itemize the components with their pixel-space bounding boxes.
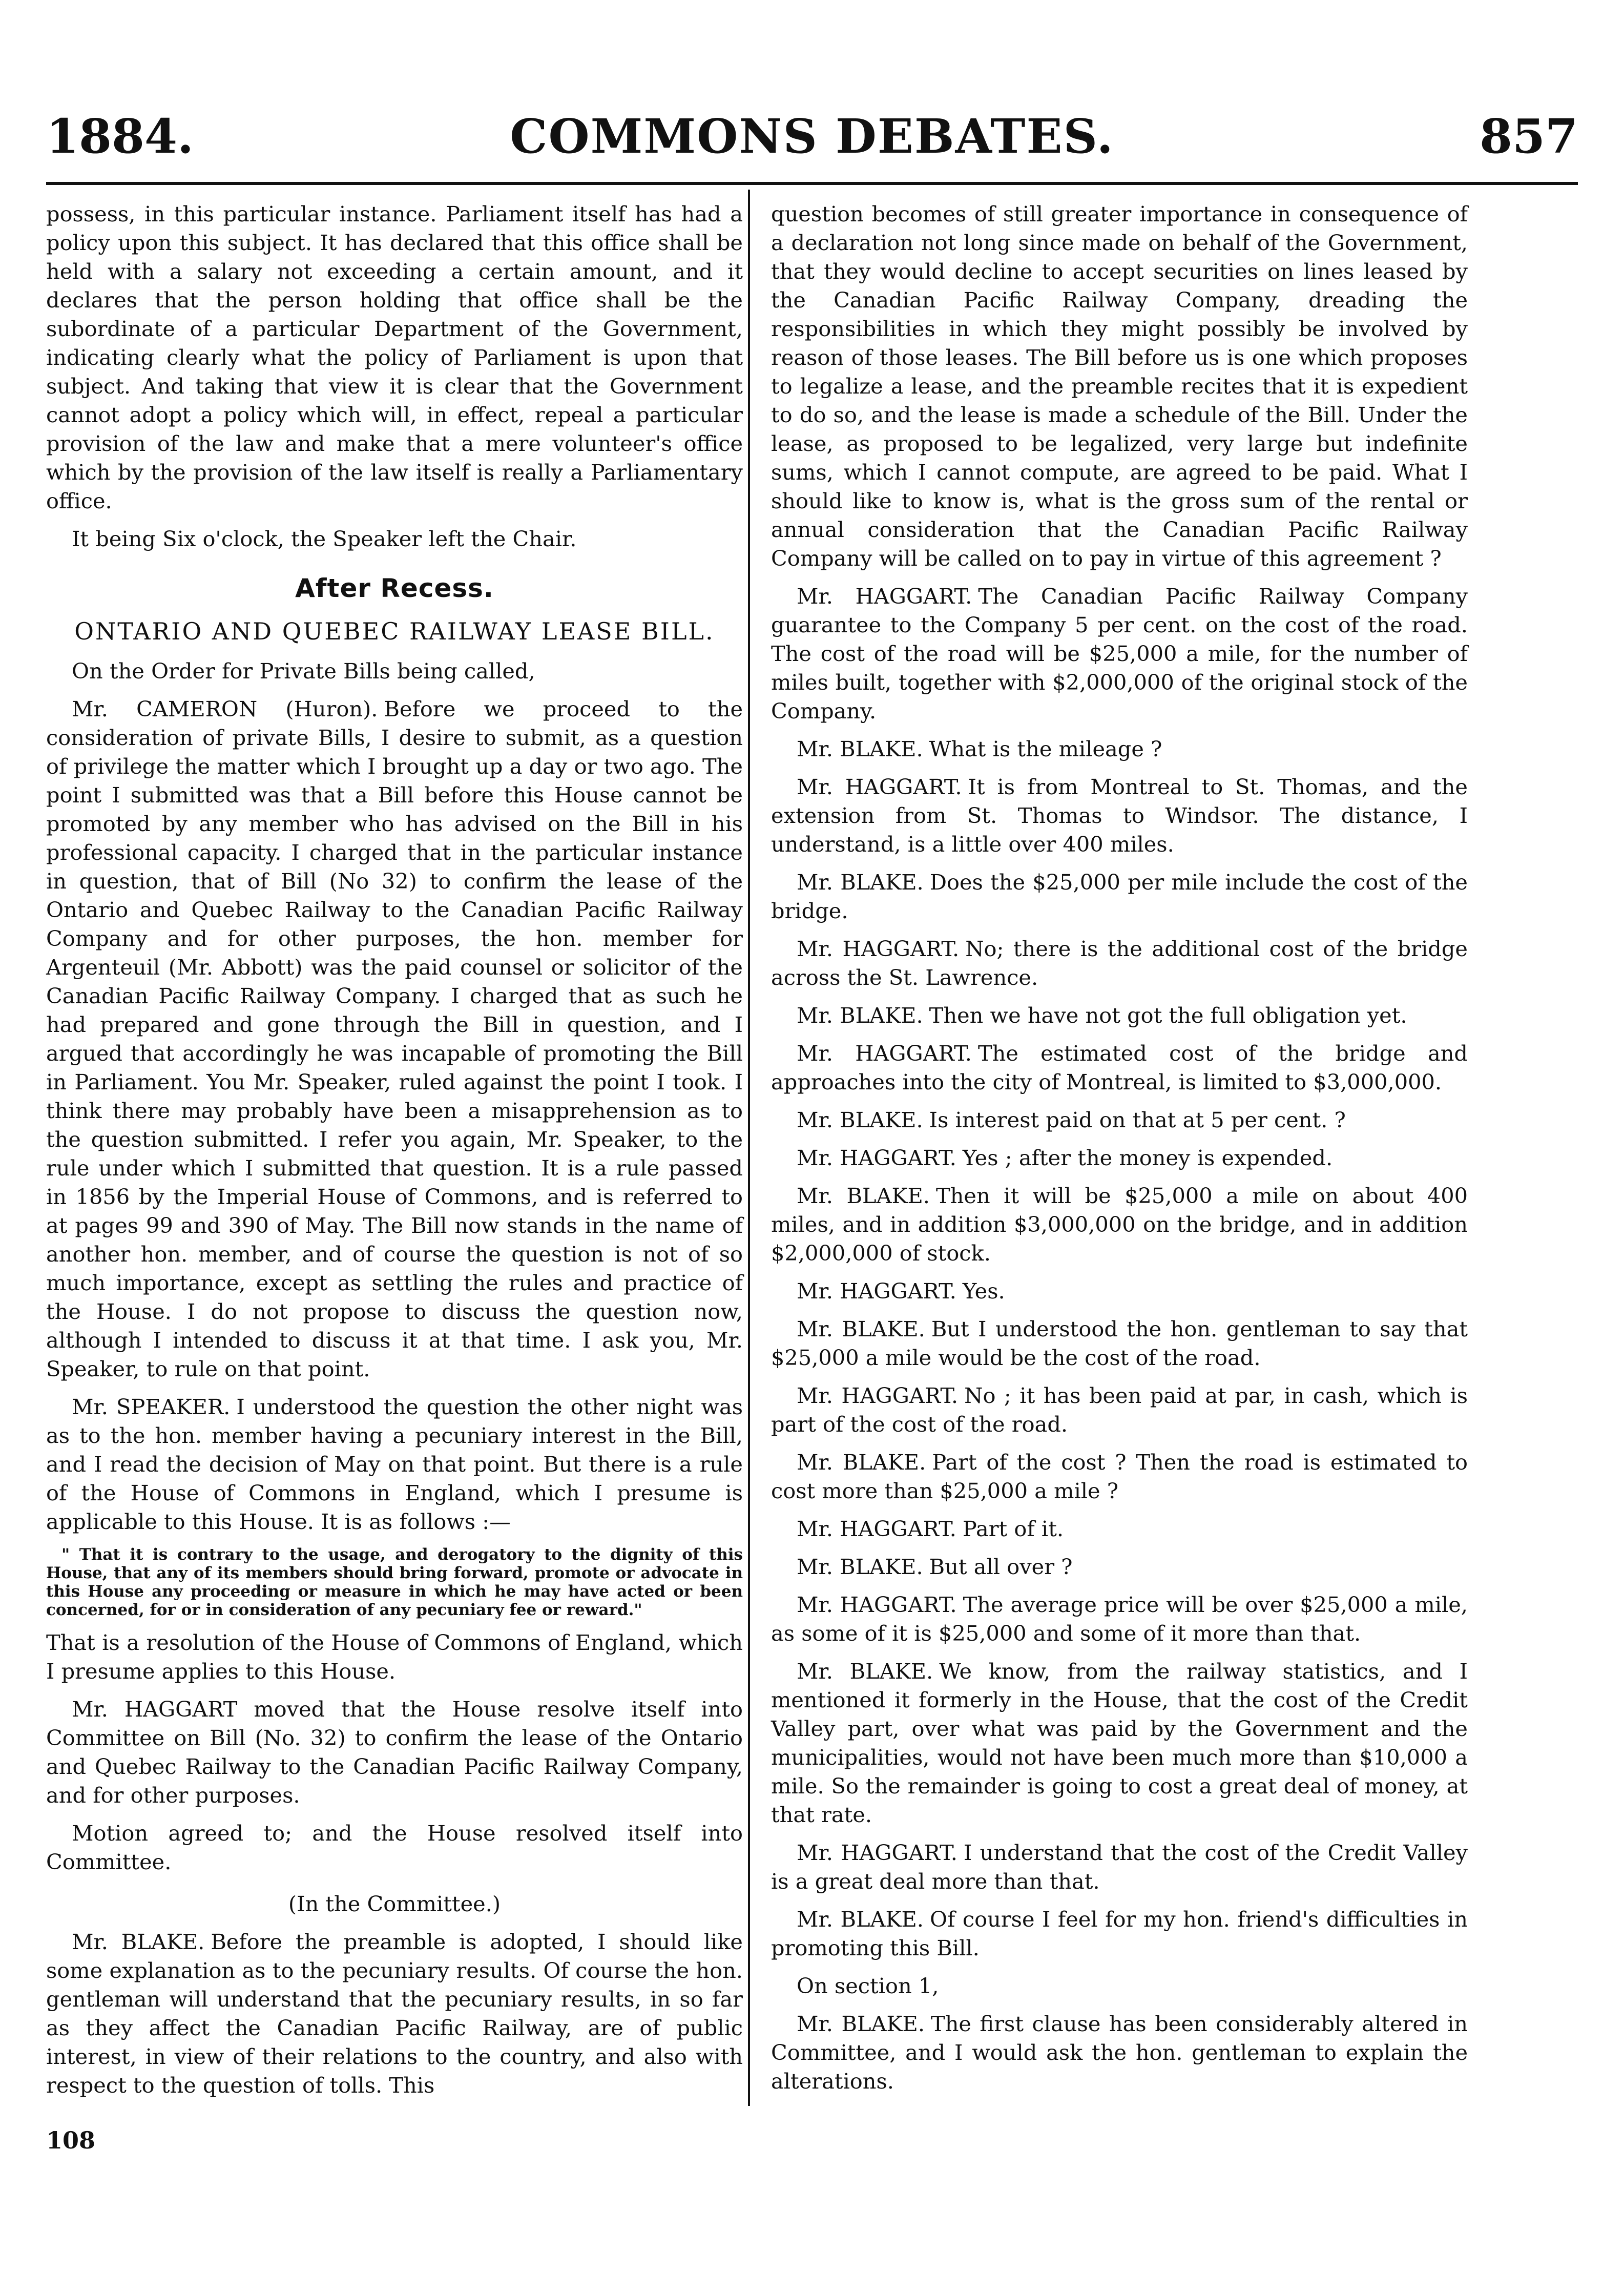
speaker-name: Mr. CAMERON (Huron). xyxy=(72,696,378,721)
speaker-name: Mr. HAGGART. xyxy=(797,1383,959,1408)
speech xyxy=(771,1448,1468,1505)
speaker-name: Mr. HAGGART. xyxy=(797,1278,956,1304)
speech-text: Yes. xyxy=(962,1278,1005,1304)
column-divider xyxy=(748,190,750,2106)
speaker-name: Mr. HAGGART. xyxy=(797,1145,956,1170)
speech-text: Before the preamble is adopted, I should like some explanation as to the pecuniary results. Of course the hon. gentleman will understand that the pecuniary results, in so far as they affect the Canadian Pacific Railway, are of public interest, in view of their relations to the country, and also with respect to the question of tolls. This xyxy=(46,1929,743,2098)
paragraph: possess, in this particular instance. Parliament itself has had a policy upon this subject. It has declared that this office shall be held with a salary not exceeding a certain amount, and it declares that the person holding that office shall be the subordinate of a particular Department of the Government, indicating clearly what the policy of Parliament is upon that subject. And taking that view it is clear that the Government cannot adopt a policy which will, in effect, repeal a particular provision of the law and make that a mere volunteer's office which by the provision of the law itself is really a Parliamentary office. xyxy=(46,201,743,513)
speech xyxy=(771,1315,1468,1372)
speaker-name: Mr. BLAKE. xyxy=(797,1450,926,1475)
speech xyxy=(771,1277,1468,1306)
speaker-name: Mr. BLAKE. xyxy=(797,1659,933,1684)
right-column xyxy=(771,200,1468,2105)
speaker-name: Mr. BLAKE. xyxy=(797,2011,925,2036)
speech-text: No; there is the additional cost of the bridge across the St. Lawrence. xyxy=(771,936,1468,990)
left-column xyxy=(46,200,743,2109)
speech xyxy=(771,1590,1468,1648)
speech xyxy=(771,2010,1468,2096)
header-rule xyxy=(46,182,1578,185)
signature-mark: 108 xyxy=(46,2126,96,2154)
speech xyxy=(771,1553,1468,1581)
speech xyxy=(771,1001,1468,1030)
speech-text: We know, from the railway statistics, and I mentioned it formerly in the House, that the cost of the Credit Valley part, over what was paid by the Government and the municipalities, would not have been much more than $10,000 a mile. So the remainder is going to cost a great deal of money, at that rate. xyxy=(771,1659,1468,1827)
speech-text: The Canadian Pacific Railway Company guarantee to the Company 5 per cent. on the cost of the road. The cost of the road will be $25,000 a mile, for the number of miles built, together with $2,000,000 of the original stock of the Company. xyxy=(771,584,1468,724)
speech xyxy=(771,1657,1468,1829)
speech-text: No ; it has been paid at par, in cash, which is part of the cost of the road. xyxy=(771,1383,1468,1437)
speech-text: But all over ? xyxy=(929,1554,1073,1579)
speaker-name: Mr. BLAKE. xyxy=(797,1316,925,1341)
speech-text: What is the mileage ? xyxy=(929,736,1162,761)
debate-exchanges xyxy=(771,582,1468,1962)
speech xyxy=(771,935,1468,992)
speaker-name: Mr. BLAKE. xyxy=(797,1554,923,1579)
speech xyxy=(771,1838,1468,1896)
speech xyxy=(771,773,1468,859)
speaker-name: Mr. BLAKE. xyxy=(797,1907,924,1932)
speech-text: Then it will be $25,000 a mile on about 400 miles, and in addition $3,000,000 on the bridge, and in addition $2,000,000 of stock. xyxy=(771,1183,1468,1266)
section-note: On section 1, xyxy=(797,1973,939,1998)
speech-text: It is from Montreal to St. Thomas, and the extension from St. Thomas to Windsor. The distance, I understand, is a little over 400 miles. xyxy=(771,774,1468,857)
paragraph: On the Order for Private Bills being called, xyxy=(72,658,535,684)
paragraph: It being Six o'clock, the Speaker left the Chair. xyxy=(72,526,577,551)
year: 1884. xyxy=(46,109,194,164)
speaker-name: Mr. SPEAKER. xyxy=(72,1394,231,1419)
speaker-name: Mr. HAGGART. xyxy=(797,1516,956,1541)
quoted-rule: " That it is contrary to the usage, and derogatory to the dignity of this House, that any of its members should bring forward, promote or advocate in this House any proceeding or measure in which he may have acted or been concerned, for or in consideration of any pecuniary fee or reward." xyxy=(46,1545,743,1619)
speech xyxy=(46,695,743,1383)
journal-title: COMMONS DEBATES. xyxy=(510,109,1114,164)
speaker-name: Mr. HAGGART. xyxy=(797,774,962,799)
speech-text: Part of the cost ? Then the road is estimated to cost more than $25,000 a mile ? xyxy=(771,1450,1468,1503)
speaker-name: Mr. HAGGART. xyxy=(797,936,960,961)
speech-text: Does the $25,000 per mile include the cost of the bridge. xyxy=(771,870,1468,923)
speech-text: But I understood the hon. gentleman to say that $25,000 a mile would be the cost of the road. xyxy=(771,1316,1468,1370)
speech xyxy=(771,582,1468,726)
speech-text: Of course I feel for my hon. friend's difficulties in promoting this Bill. xyxy=(771,1907,1468,1960)
speaker-name: Mr. HAGGART. xyxy=(797,1041,972,1066)
speech-text: Yes ; after the money is expended. xyxy=(962,1145,1333,1170)
speech xyxy=(771,1905,1468,1962)
speaker-name: Mr. HAGGART. xyxy=(797,1592,957,1617)
speaker-name: Mr. BLAKE. xyxy=(797,1003,923,1028)
speech-text: Then we have not got the full obligation yet. xyxy=(929,1003,1407,1028)
speech xyxy=(46,1393,743,1536)
committee-note: (In the Committee.) xyxy=(288,1891,501,1916)
speech-text: Part of it. xyxy=(962,1516,1064,1541)
speech xyxy=(771,1144,1468,1172)
speech xyxy=(771,735,1468,763)
speech-text: Is interest paid on that at 5 per cent. ? xyxy=(929,1107,1346,1132)
speech-text: I understood the question the other night was as to the hon. member having a pecuniary interest in the Bill, and I read the decision of May on that point. But there is a rule of the House of Commons in England, which I presume is applicable to this House. It is as follows :— xyxy=(46,1394,743,1534)
speech xyxy=(46,1928,743,2100)
page-number: 857 xyxy=(1479,109,1578,164)
speaker-name: Mr. BLAKE. xyxy=(797,736,923,761)
speech xyxy=(771,868,1468,925)
speaker-name: Mr. BLAKE. xyxy=(797,1183,930,1208)
speech-text: The estimated cost of the bridge and approaches into the city of Montreal, is limited to $3,000,000. xyxy=(771,1041,1468,1094)
speech xyxy=(771,1515,1468,1543)
speech xyxy=(771,1039,1468,1097)
bill-heading: ONTARIO AND QUEBEC RAILWAY LEASE BILL. xyxy=(74,617,715,645)
speech xyxy=(771,1381,1468,1439)
speech xyxy=(771,1106,1468,1134)
paragraph: Mr. HAGGART moved that the House resolve itself into Committee on Bill (No. 32) to confirm the lease of the Ontario and Quebec Railway to the Canadian Pacific Railway Company, and for other purposes. xyxy=(46,1697,743,1808)
speaker-name: Mr. BLAKE. xyxy=(72,1929,205,1954)
speaker-name: Mr. HAGGART. xyxy=(797,584,972,609)
speech-text: I understand that the cost of the Credit Valley is a great deal more than that. xyxy=(771,1840,1468,1894)
page-header xyxy=(46,77,1578,184)
speaker-name: Mr. BLAKE. xyxy=(797,1107,923,1132)
speech xyxy=(771,1182,1468,1268)
section-heading: After Recess. xyxy=(295,573,494,603)
speech-text: Before we proceed to the consideration of private Bills, I desire to submit, as a question of privilege the matter which I brought up a day or two ago. The point I submitted was that a Bill before this House cannot be promoted by any member who has advised on the Bill in his professional capacity. I charged that in the particular instance in question, that of Bill (No 32) to confirm the lease of the Ontario and Quebec Railway to the Canadian Pacific Railway Company and for other purposes, the hon. member for Argenteuil (Mr. Abbott) was the paid counsel or solicitor of the Canadian Pacific Railway Company. I charged that as such he had prepared and gone through the Bill in question, and I argued that accordingly he was incapable of promoting the Bill in Parliament. You Mr. Speaker, ruled against the point I took. I think there may probably have been a misapprehension as to the question submitted. I refer you again, Mr. Speaker, to the rule under which I submitted that question. It is a rule passed in 1856 by the Imperial House of Commons, and is referred to at pages 99 and 390 of May. The Bill now stands in the name of another hon. member, and of course the question is not of so much importance, except as settling the rules and practice of the House. I do not propose to discuss the question now, although I intended to discuss it at that time. I ask you, Mr. Speaker, to rule on that point. xyxy=(46,696,743,1381)
speaker-name: Mr. BLAKE. xyxy=(797,870,924,895)
speech-text: The average price will be over $25,000 a mile, as some of it is $25,000 and some of it more than that. xyxy=(771,1592,1468,1646)
paragraph: Motion agreed to; and the House resolved itself into Committee. xyxy=(46,1821,743,1874)
speaker-name: Mr. HAGGART. xyxy=(797,1840,957,1865)
paragraph: That is a resolution of the House of Commons of England, which I presume applies to this House. xyxy=(46,1630,743,1684)
paragraph: question becomes of still greater importance in consequence of a declaration not long since made on behalf of the Government, that they would decline to accept securities on lines leased by the Canadian Pacific Railway Company, dreading the responsibilities in which they might possibly be involved by reason of those leases. The Bill before us is one which proposes to legalize a lease, and the preamble recites that it is expedient to do so, and the lease is made a schedule of the Bill. Under the lease, as proposed to be legalized, very large but indefinite sums, which I cannot compute, are agreed to be paid. What I should like to know is, what is the gross sum of the rental or annual consideration that the Canadian Pacific Railway Company will be called on to pay in virtue of this agreement ? xyxy=(771,201,1468,571)
speech-text: The first clause has been considerably altered in Committee, and I would ask the hon. gentleman to explain the alterations. xyxy=(771,2011,1468,2094)
